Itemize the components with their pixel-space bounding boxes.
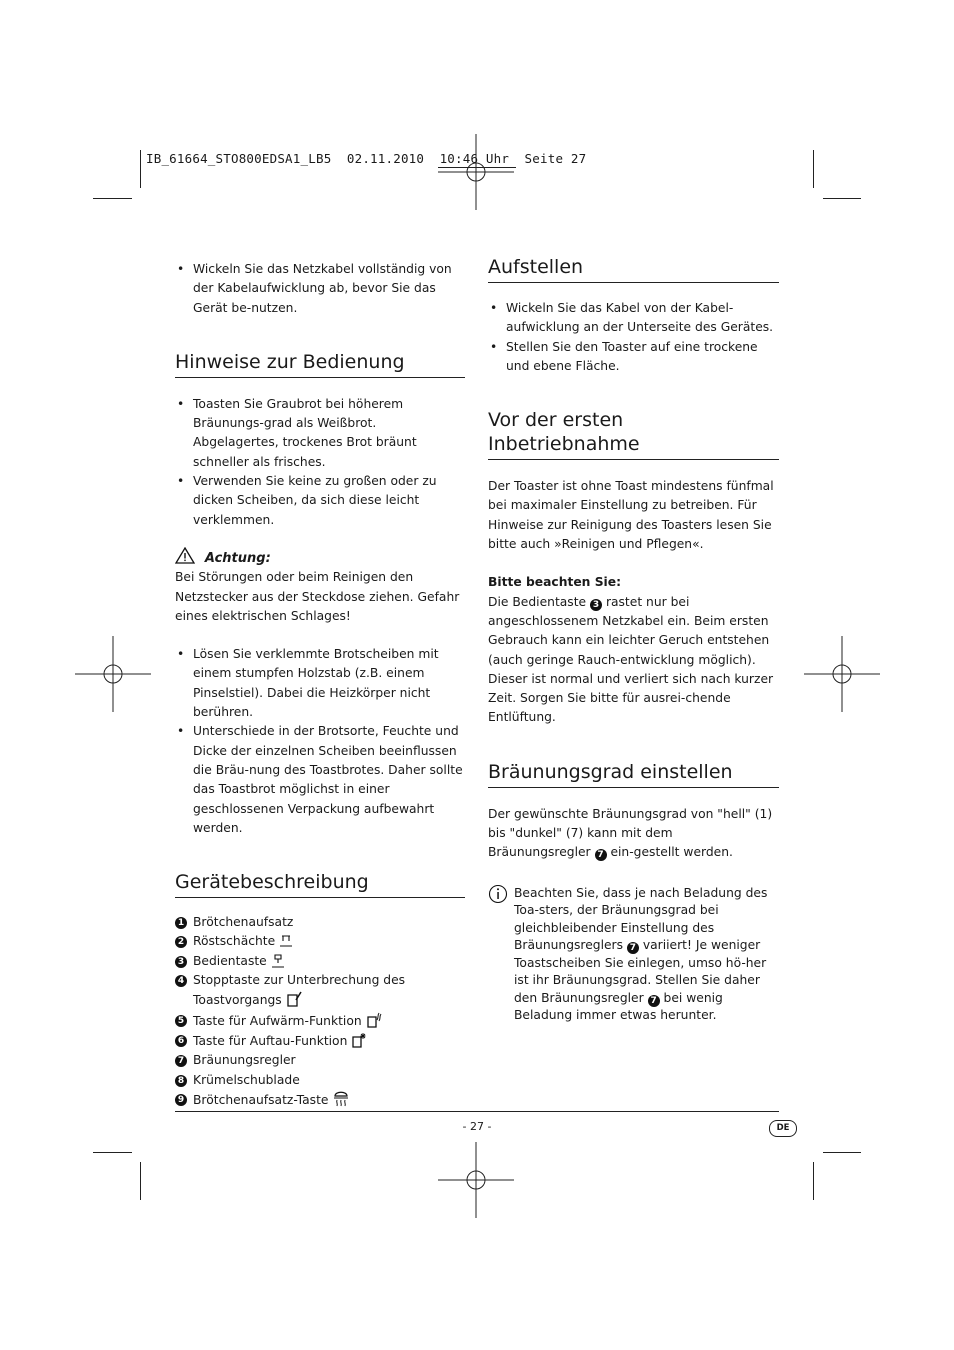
crop-mark: [140, 1162, 141, 1200]
slug-underline: [438, 167, 516, 168]
section-title: Gerätebeschreibung: [175, 870, 465, 898]
list-item: [175, 1051, 465, 1070]
part-number: 7: [175, 1055, 187, 1067]
stop-icon: [286, 990, 302, 1008]
part-label: Bedientaste: [193, 953, 267, 968]
print-slug: IB_61664_STO800EDSA1_LB5 02.11.2010 10:46 Uhr Seite 27: [146, 151, 587, 166]
footer-rule: [175, 1111, 779, 1112]
crop-mark: [93, 198, 132, 199]
part-label: Bräunungsregler: [193, 1053, 296, 1068]
list-item: [175, 913, 465, 932]
crop-mark: [823, 198, 861, 199]
list-item: • Wickeln Sie das Netzkabel vollständig von der Kabelaufwicklung ab, bevor Sie das Gerät be-nutzen.: [175, 260, 465, 318]
part-number: 3: [590, 599, 602, 611]
part-label: Krümelschublade: [193, 1072, 300, 1087]
list-item: [175, 932, 465, 951]
section-title: Aufstellen: [488, 255, 779, 283]
right-column: [488, 255, 779, 1025]
list-item: • Unterschiede in der Brotsorte, Feuchte und Dicke der einzelnen Scheiben beeinflussen die Bräu-nung des Toastbrotes. Daher sollte das Toastbrot möglichst in einer geschlossenen Verpackung aufbewahrt werden.: [175, 722, 465, 838]
registration-mark-icon: [804, 636, 880, 712]
part-label: Brötchenaufsatz-Taste: [193, 1092, 329, 1107]
section-title: Bräunungsgrad einstellen: [488, 760, 779, 788]
info-note: Beachten Sie, dass je nach Beladung des Toa-sters, der Bräunungsgrad bei gleichbleibender Einstellung des Bräunungsreglers 7 variiert! Je weniger Toastscheiben Sie einlegen, umso hö-her ist ihr Bräunungsgrad. Stellen Sie daher den Bräunungsregler 7 bei wenig Beladung immer etwas herunter.: [488, 885, 779, 1025]
crop-mark: [823, 1152, 861, 1153]
note-title: Bitte beachten Sie:: [488, 575, 622, 590]
list-item: [175, 1090, 465, 1110]
bullet-list: [175, 645, 465, 838]
part-number: 8: [175, 1075, 187, 1087]
part-number: 7: [595, 849, 607, 861]
bun-warmer-icon: [332, 1090, 350, 1108]
bullet-list: [488, 299, 779, 376]
list-item: • Stellen Sie den Toaster auf eine trockene und ebene Fläche.: [488, 338, 779, 377]
left-column: [175, 260, 465, 1110]
reheat-icon: [366, 1011, 382, 1029]
list-item: [175, 952, 465, 971]
language-badge: DE: [769, 1120, 797, 1137]
crop-mark: [93, 1152, 132, 1153]
warning-heading: [175, 547, 465, 568]
section-title: Hinweise zur Bedienung: [175, 350, 465, 378]
defrost-icon: [351, 1031, 367, 1049]
part-label: Taste für Aufwärm-Funktion: [193, 1013, 362, 1028]
part-number: 7: [627, 942, 639, 954]
part-number: 6: [175, 1035, 187, 1047]
paragraph: Der gewünschte Bräunungsgrad von "hell" (1) bis "dunkel" (7) kann mit dem Bräunungsregler 7 ein-gestellt werden.: [488, 806, 773, 861]
warning-text: Bei Störungen oder beim Reinigen den Netzstecker aus der Steckdose ziehen. Gefahr eines elektrischen Schlages!: [175, 570, 460, 623]
list-item: • Toasten Sie Graubrot bei höherem Bräunungs-grad als Weißbrot. Abgelagertes, trockenes Brot bräunt schneller als frisches.: [175, 395, 465, 472]
section-title: Vor der ersten Inbetriebnahme: [488, 408, 779, 460]
part-label: Stopptaste zur Unterbrechung des Toastvorgangs: [193, 973, 406, 1008]
warning-title: Achtung:: [204, 550, 271, 566]
info-icon: [488, 884, 508, 904]
registration-mark-icon: [75, 636, 151, 712]
part-number: 9: [175, 1094, 187, 1106]
warning-triangle-icon: [175, 547, 195, 564]
bullet-list: [175, 395, 465, 530]
registration-mark-icon: [438, 1142, 514, 1218]
parts-list: [175, 913, 465, 1110]
crop-mark: [140, 150, 141, 188]
part-number: 7: [648, 995, 660, 1007]
crop-mark: [813, 150, 814, 188]
registration-mark-icon: [438, 134, 514, 210]
paragraph: Die Bedientaste 3 rastet nur bei angeschlossenem Netzkabel ein. Beim ersten Gebrauch kann ein leichter Geruch entstehen (auch geringe Rauch-entwicklung möglich). Dieser ist normal und verliert sich nach kurzer Zeit. Sorgen Sie bitte für ausrei-chende Entlüftung.: [488, 594, 774, 725]
intro-bullet-list: [175, 260, 465, 318]
list-item: • Wickeln Sie das Kabel von der Kabel-aufwicklung an der Unterseite des Gerätes.: [488, 299, 779, 338]
paragraph: Der Toaster ist ohne Toast mindestens fünfmal bei maximaler Einstellung zu betreiben. Für Hinweise zur Reinigung des Toasters lesen Sie bitte auch »Reinigen und Pflegen«.: [488, 479, 774, 552]
list-item: [175, 971, 465, 1011]
list-item: [175, 1031, 465, 1051]
lever-icon: [271, 953, 285, 969]
part-number: 3: [175, 956, 187, 968]
crop-mark: [813, 1162, 814, 1200]
list-item: [175, 1071, 465, 1090]
part-label: Brötchenaufsatz: [193, 915, 294, 930]
part-label: Taste für Auftau-Funktion: [193, 1033, 348, 1048]
toast-slot-icon: [279, 933, 293, 949]
list-item: • Verwenden Sie keine zu großen oder zu dicken Scheiben, da sich diese leicht verklemmen.: [175, 472, 465, 530]
part-label: Röstschächte: [193, 934, 276, 949]
part-number: 4: [175, 975, 187, 987]
list-item: • Lösen Sie verklemmte Brotscheiben mit einem stumpfen Holzstab (z.B. einem Pinselstiel). Dabei die Heizkörper nicht berühren.: [175, 645, 465, 722]
list-item: [175, 1011, 465, 1031]
part-number: 2: [175, 936, 187, 948]
part-number: 1: [175, 917, 187, 929]
page-number: - 27 -: [462, 1120, 492, 1133]
part-number: 5: [175, 1015, 187, 1027]
